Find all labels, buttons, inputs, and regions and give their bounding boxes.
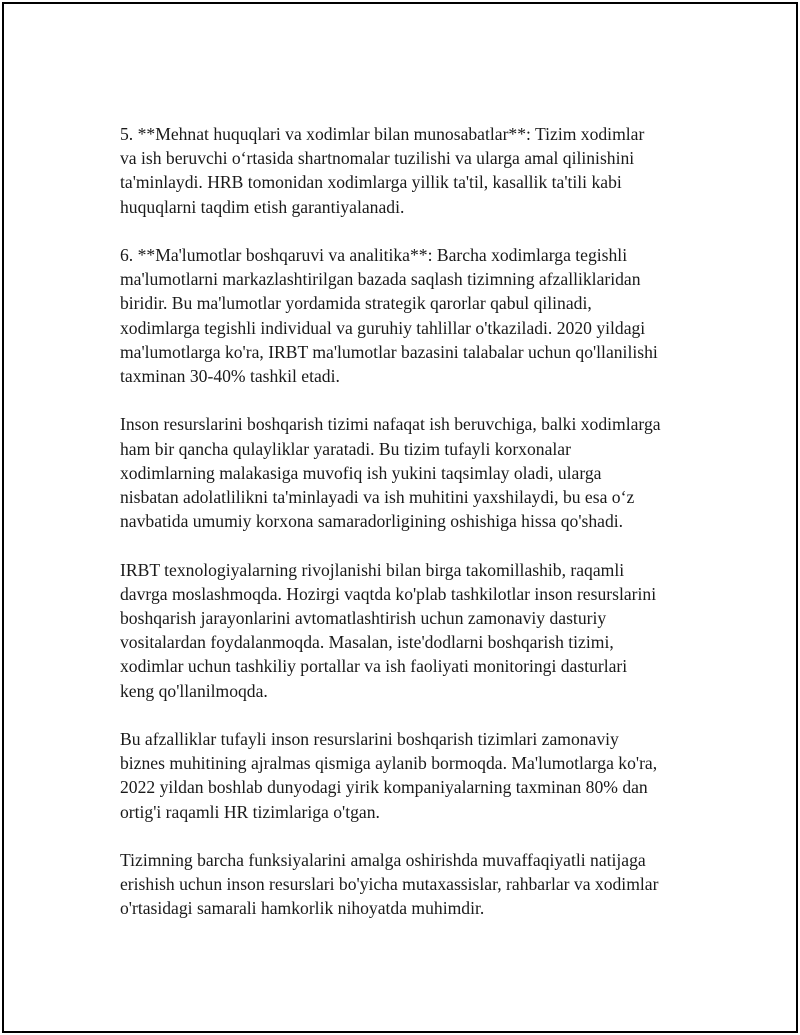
paragraph-advantages: Bu afzalliklar tufayli inson resurslarini boshqarish tizimlari zamonaviy biznes muhitining ajralmas qismiga aylanib bormoqda. Ma'lumotlarga ko'ra, 2022 yildan boshlab dunyodagi yirik kompaniyalarning taxminan 80% dan ortig'i raqamli HR tizimlariga o'tgan. <box>120 729 658 822</box>
paragraph-conclusion: Tizimning barcha funksiyalarini amalga oshirishda muvaffaqiyatli natijaga erishish uchun inson resurslari bo'yicha mutaxassislar, rahbarlar va xodimlar o'rtasidagi samarali hamkorlik nihoyatda muhimdir. <box>120 850 659 919</box>
paragraph-benefits: Inson resurslarini boshqarish tizimi nafaqat ish beruvchiga, balki xodimlarga ham bir qancha qulayliklar yaratadi. Bu tizim tufayli korxonalar xodimlarning malakasiga muvofiq ish yukini taqsimlay oladi, ularga nisbatan adolatlilikni ta'minlayadi va ish muhitini yaxshilaydi, bu esa o‘z navbatida umumiy korxona samaradorligining oshishiga hissa qo'shadi. <box>120 414 661 532</box>
document-body <box>120 122 710 945</box>
paragraph-data-management: 6. **Ma'lumotlar boshqaruvi va analitika**: Barcha xodimlarga tegishli ma'lumotlarni markazlashtirilgan bazada saqlash tizimning afzalliklaridan biridir. Bu ma'lumotlar yordamida strategik qarorlar qabul qilinadi, xodimlarga tegishli individual va guruhiy tahlillar o'tkaziladi. 2020 yildagi ma'lumotlarga ko'ra, IRBT ma'lumotlar bazasini talabalar uchun qo'llanilishi taxminan 30-40% tashkil etadi. <box>120 245 658 387</box>
paragraph-labor-rights: 5. **Mehnat huquqlari va xodimlar bilan munosabatlar**: Tizim xodimlar va ish beruvchi o‘rtasida shartnomalar tuzilishi va ularga amal qilinishini ta'minlaydi. HRB tomonidan xodimlarga yillik ta'til, kasallik ta'tili kabi huquqlarni taqdim etish garantiyalanadi. <box>120 124 645 217</box>
document-page <box>2 2 798 1033</box>
paragraph-digitalization: IRBT texnologiyalarning rivojlanishi bilan birga takomillashib, raqamli davrga moslashmoqda. Hozirgi vaqtda ko'plab tashkilotlar inson resurslarini boshqarish jarayonlarini avtomatlashtirish uchun zamonaviy dasturiy vositalardan foydalanmoqda. Masalan, iste'dodlarni boshqarish tizimi, xodimlar uchun tashkiliy portallar va ish faoliyati monitoringi dasturlari keng qo'llanilmoqda. <box>120 559 657 701</box>
